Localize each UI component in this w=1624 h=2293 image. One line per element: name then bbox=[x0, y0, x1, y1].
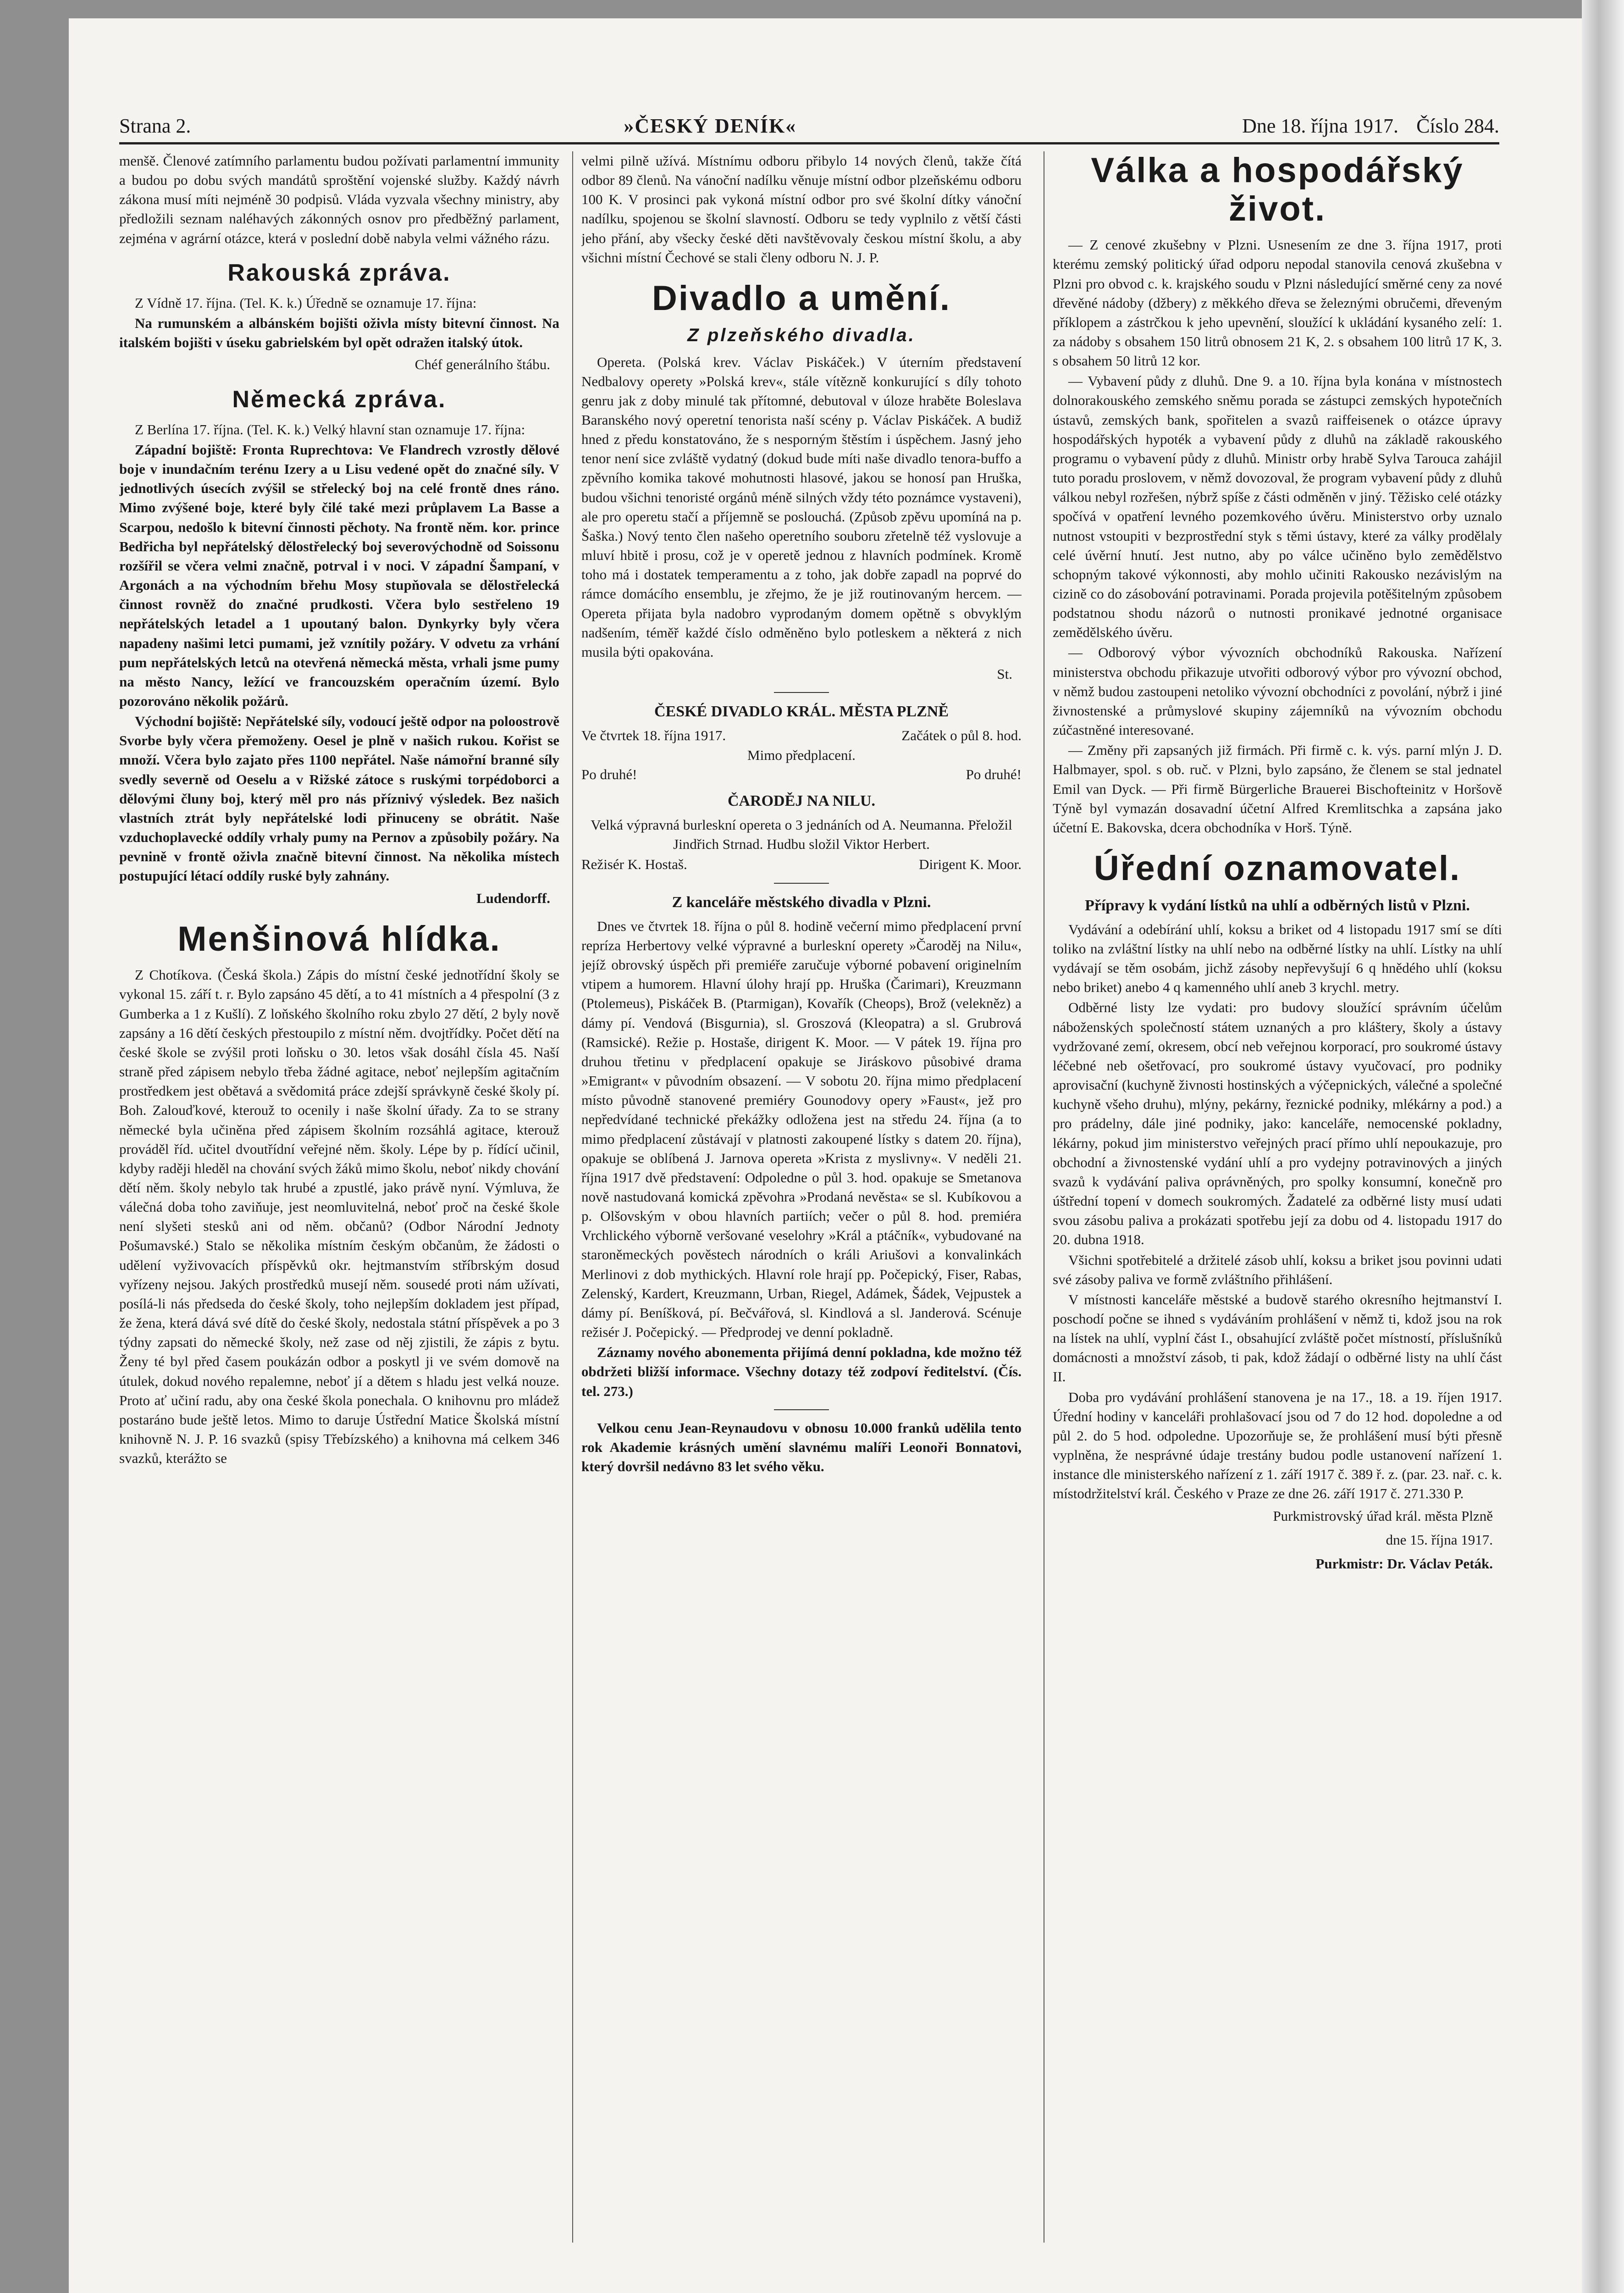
article-text: — Vybavení půdy z dluhů. Dne 9. a 10. října byla konána v místnostech dolnorakouského zemského sněmu porada se zástupci zemských hypotečních ústavů, zemských bank, spořitelen a svazů raiffeisenek o otázce úpravy hospodářských hypoték a vybavení půdy z dluhů na základě rakouského programu o vybavení půdy z dluhů. Ministr orby hrabě Sylva Tarouca zahájil tuto poradu proslovem, v němž dovozoval, že program vybavení půdy z dluhů válkou nebyl rozřešen, nýbrž spíše z části odměněn v jiný. Těžisko celé otázky spočívá v opatření levného pozemkového úvěru. Ministerstvo orby uznalo nutnost vstoupiti v bezprostřední styk s těmi ústavy, které za války prodělaly celé úvěrní hnutí. Jest nutno, aby po válce učiněno bylo zemědělstvo schopným takové výkonnosti, aby mohlo učiniti Rakousko nezávislým na cizině co do zásobování potravinami. Porada projevila potěšitelným způsobem podstatnou shodu názorů o nutnosti pronikavé jednotné organisace zemědělského úvěru. bbox=[1053, 373, 1502, 641]
page-number: Strana 2. bbox=[119, 115, 191, 137]
signature-date: dne 15. října 1917. bbox=[1386, 1531, 1493, 1548]
article-text: Doba pro vydávání prohlášení stanovena je na 17., 18. a 19. říjen 1917. Úřední hodiny v kanceláři prohlašovací jsou od 7 do 12 hod. dopoledne a od půl 2. do 5 hod. odpoledne. Upozorňuje se, že prohlášení musí býti přesně vyplněna, že nesprávné údaje trestány budou podle ustanovení nařízení 1. instance dle ministerského nařízení z 1. září 1917 č. 389 ř. z. (par. 23. nař. c. k. místodržitelství král. Českého v Praze ze dne 26. září 1917 č. 271.330 P. bbox=[1053, 1389, 1502, 1502]
article-text: — Z cenové zkušebny v Plzni. Usnesením ze dne 3. října 1917, proti kterému zemský politický úřad odporu nepodal stanovila cenová zkušebna v Plzni pro obvod c. k. krajského soudu v Plzni následující směrné ceny za nové dřevěné nádoby (džbery) z měkkého dřeva se železnými obručemi, dřeveným příklopem a zástrčkou k jeho upevnění, sloužící k ukládání kysaného zelí: 1. za nádoby s obsahem 150 litrů obnosem 21 K, 2. s obsahem 100 litrů 17 K, 3. s obsahem 50 litrů 12 kor. bbox=[1053, 237, 1502, 369]
article-text: Odběrné listy lze vydati: pro budovy sloužící správním účelům náboženských společností státem uznaných a pro kláštery, školy a ústavy vydržované zemí, okresem, obcí neb veřejnou korporací, pro soukromé ústavy léčebné neb ošetřovací, pro soukromé ústavy vyučovací, pro podniky aprovisační (kuchyně živnosti hostinských a výčepnických, válečné a společné kuchyně všeho druhu), mlýny, pekárny, řeznické podniky, mlékárny a pod.) a pro prádelny, dále jiné podniky, jako: kanceláře, nemocenské pokladny, lékárny, pokud jim ministerstvo veřejných prací přímo uhlí nepoukazuje, pro obchodní a živnostenské vydání uhlí a pro vydejny potravinových a jiných svazů k vydávání paliva oprávněných, pro spolky konsumní, konečně pro úštřední topení v domech soukromých. Žadatelé za odběrné listy musí udati svou zásobu paliva a prokázati spotřebu její za dobu od 4. listopadu 1917 do 20. dubna 1918. bbox=[1053, 999, 1502, 1248]
article-text: Záznamy nového abonementa přijímá denní pokladna, kde možno též obdržeti bližší informace. Všechny dotazy též zodpoví ředitelství. (Čís. tel. 273.) bbox=[581, 1344, 1022, 1399]
newspaper-title: »ČESKÝ DENÍK« bbox=[624, 115, 797, 137]
conductor: Dirigent K. Moor. bbox=[919, 856, 1022, 873]
article-text: — Odborový výbor vývozních obchodníků Rakouska. Nařízení ministerstva obchodu přikazuje utvořiti odborový výbor pro vývozní obchod, v němž budou zastoupeni netoliko vývozní obchodníci z povolání, nýbrž i jiné živnostenské a průmyslové skupiny zájemníků na vývozním obchodu zúčastněné interesované. bbox=[1053, 644, 1502, 738]
divider bbox=[774, 692, 829, 693]
section-heading: Rakouská zpráva. bbox=[227, 259, 451, 286]
article-text: menšě. Členové zatímního parlamentu budou požívati parlamentní immunity a budou po dobu svých mandátů sproštění vojenské služby. Každý návrh zákona musí míti nejméně 30 podpisů. Vláda vyzvala všechny ministry, aby předložili seznam naléhavých zákonných osnov pro předběžný parlament, zejména v agrární otázce, která v poslední době nabyla velmi vážného rázu. bbox=[119, 153, 559, 246]
article-text: Východní bojiště: Nepřátelské síly, vodoucí ještě odpor na poloostrově Svorbe byly včera přemoženy. Oesel je plně v našich rukou. Kořist se množí. Včera bylo zajato přes 1100 nepřátel. Naše námořní branné síly svedly severně od Oeselu a v Rižské zátoce s ruskými torpédoborci a dělovými čluny boj, který měl pro nás příznivý výsledek. Bez našich vlastních ztrát byly nepřátelské lodi přinuceny se obrátit. Naše vzduchoplavecké oddíly vrhaly pumy na Pernov a způsobily požáry. Na pevnině v frontě oživla značně bitevní činnost. Na několika místech postupující létací oddíly ruské byly zahnány. bbox=[119, 713, 559, 884]
signature: St. bbox=[997, 666, 1012, 682]
scan-edge bbox=[1582, 0, 1624, 2293]
article-text: Z Berlína 17. října. (Tel. K. k.) Velký hlavní stan oznamuje 17. října: bbox=[135, 421, 525, 438]
section-heading: Menšinová hlídka. bbox=[177, 919, 501, 958]
divider bbox=[774, 883, 829, 884]
theatre-note: Mimo předplacení. bbox=[747, 747, 856, 763]
section-subheading: Z plzeňského divadla. bbox=[687, 325, 916, 345]
section-subheading: Z kanceláře městského divadla v Plzni. bbox=[672, 893, 931, 911]
signature: Ludendorff. bbox=[476, 890, 550, 906]
column-2 bbox=[581, 151, 1022, 2243]
section-heading: Německá zpráva. bbox=[232, 386, 447, 413]
column-1 bbox=[119, 151, 559, 2243]
section-heading: Úřední oznamovatel. bbox=[1094, 849, 1461, 888]
theatre-date-row bbox=[581, 726, 1022, 745]
play-title: ČARODĚJ NA NILU. bbox=[727, 792, 876, 809]
column-divider bbox=[572, 151, 573, 2243]
masthead bbox=[119, 101, 1499, 144]
section-heading: Válka a hospodářský život. bbox=[1091, 151, 1464, 228]
article-text: velmi pilně užívá. Místnímu odboru přibylo 14 nových členů, takže čítá odbor 89 členů. Na vánoční nadílku věnuje místní odbor plzeňskému odboru 100 K. V prosinci pak vykoná místní odbor pro své školní dítky vánoční nadílku, spojenou se školní slavností. Odboru se tedy vyplnilo z větší části jeho přání, aby všecky české děti navštěvovaly českou místní školu, a aby všichni místní Čechové se stali členy odboru N. J. P. bbox=[581, 153, 1022, 266]
article-text: Všichni spotřebitelé a držitelé zásob uhlí, koksu a briket jsou povinni udati své zásoby paliva ve formě zvláštního přihlášení. bbox=[1053, 1252, 1502, 1287]
theatre-repeat: Po druhé! bbox=[966, 766, 1022, 782]
signature: Purkmistrovský úřad král. města Plzně bbox=[1273, 1507, 1493, 1524]
signature: Chéf generálního štábu. bbox=[414, 356, 550, 373]
theatre-time: Začátek o půl 8. hod. bbox=[901, 727, 1022, 744]
section-subheading: Přípravy k vydání lístků na uhlí a odběrných listů v Plzni. bbox=[1085, 897, 1470, 914]
article-text: Západní bojiště: Fronta Ruprechtova: Ve Flandrech vzrostly dělové boje v inundačním terénu Izery a u Lisu vedené opět do značné síly. V jednotlivých úsecích zvýšil se střelecký boj na celé frontě dnes ráno. Mimo zvýšené boje, které byly čilé také mezi průplavem La Basse a Scarpou, nedošlo k bitevní činnosti pěchoty. Na frontě něm. kor. prince Bedřicha byl nepřátelský dělostřelecký boj severovýchodně od Soissonu rozšířil se včera velmi značně, potrval i v noci. V západní Šampaní, v Argonách a na východním břehu Mosy stupňovala se dělostřelecká činnost rovněž do značné prudkosti. Včera bylo sestřeleno 19 nepřátelských letadel a 1 upoutaný balon. Dynkyrky byly včera napadeny našimi letci pumami, jež vznítily požáry. V odvetu za vrhání pum nepřátelských letců na otevřená německá města, vrhali jsme pumy na město Nancy, ležící ve francouzském operačním území. Bylo pozorováno několik požárů. bbox=[119, 441, 559, 709]
section-heading: Divadlo a umění. bbox=[652, 278, 951, 318]
issue-number: Číslo 284. bbox=[1416, 115, 1499, 137]
article-text: Dnes ve čtvrtek 18. října o půl 8. hodině večerní mimo předplacení první repríza Herbertovy velké výpravné a burleskní operety »Čaroděj na Nilu«, jejíž obrovský úspěch při premiéře zaručuje výborné pobavení originelním vtipem a humorem. Hlavní úlohy hrají pp. Hruška (Čarimari), Kreuzmann (Ptolemeus), Piskáček B. (Ptarmigan), Kovařík (Cheops), Brož (velekněz) a dámy pí. Vendová (Bisgurnia), sl. Groszová (Kleopatra) a sl. Grubrová (Ramsické). Režie p. Hostaše, dirigent K. Moor. — V pátek 19. října pro druhou třetinu v předplacení opakuje se Jiráskovo působivé drama »Emigrant« v původním obsazení. — V sobotu 20. října mimo předplacení místo původně stanovené premiéry Gounodovy opery »Faust«, jež pro nepředvídané technické překážky odložena jest na středu 24. října (a to mimo předplacení zůstávají v platnosti zakoupené lístky s datem 20. října), opakuje se oblíbená J. Jarnova opereta »Krista z myslivny«. V neděli 21. října 1917 dvě představení: Odpoledne o půl 3. hod. opakuje se Smetanova nově nastudovaná komická zpěvohra »Prodaná nevěsta« se sl. Kubíkovou a p. Olšovským v obou hlavních partiích; večer o půl 8. hod. premiéra Vrchlického výborně veršované veselohry »Král a ptáčník«, vybudované na staroněmeckých pověstech národních o králi Ariušovi a konvalinkách Merlinovi z dob mythických. Hlavní role hrají pp. Počepický, Fiser, Rabas, Zelenský, Kardert, Kreuzmann, Urban, Riegel, Adámek, Šádek, Vejpustek a dámy pí. Beníšková, pí. Bečvářová, sl. Kindlová a sl. Janderová. Scénuje režisér J. Počepický. — Předprodej ve denní pokladně. bbox=[581, 918, 1022, 1340]
signature: Purkmistr: Dr. Václav Peták. bbox=[1315, 1555, 1493, 1572]
director: Režisér K. Hostaš. bbox=[581, 856, 687, 873]
article-text: Opereta. (Polská krev. Václav Piskáček.) V úterním představení Nedbalovy operety »Polská krev«, stále vítězně konkurující s díly tohoto genru jak z doby minulé tak přítomné, debutoval v úloze hraběte Boleslava Baranského nový operetní tenorista naší scény p. Václav Piskáček. A budiž hned z předu konstatováno, že s nesporným štěstím i úspěchem. Jasný jeho tenor není sice zvláště vydatný (dokud bude míti naše divadlo tenora-buffo a zpěvního komika takové mohutnosti hlasové, jakou se honosí pan Hruška, budou všichni tenoristé orgánů méně silných vždy této poznámce vystaveni), ale pro operetu stačí a příjemně se poslouchá. (Způsob zpěvu upomíná na p. Šaška.) Nový tento člen našeho operetního souboru zřetelně též vyslovuje a mluví hbitě i prosu, což je v operetě jednou z hlavních podmínek. Kromě toho má i dostatek temperamentu a z toho, jak dobře zapadl na poprvé do rámce domácího ensemblu, je zřejmo, že je již routinovaným hercem. — Opereta přijata byla nadobro vyprodaným domem opětně s obvyklým nadšením, téměř každé číslo odměněno bylo potleskem a některá z nich musila býti opakována. bbox=[581, 354, 1022, 660]
theatre-repeat-row bbox=[581, 765, 1022, 784]
theatre-credits-row bbox=[581, 855, 1022, 874]
article-text: Na rumunském a albánském bojišti oživla místy bitevní činnost. Na italském bojišti v úseku gabrielském byl opět odražen italský útok. bbox=[119, 315, 559, 351]
article-text: Vydávání a odebírání uhlí, koksu a briket od 4 listopadu 1917 smí se díti toliko na zvláštní lístky na uhlí nebo na odběrné lístky na uhlí. Lístky na uhlí vydávají se těm osobám, jichž zásoby nepřevyšují 6 q hnědého uhlí (koksu nebo briket) anebo 4 q kamenného uhlí aneb 3 krychl. metry. bbox=[1053, 921, 1502, 996]
play-description: Velká výpravná burleskní opereta o 3 jednáních od A. Neumanna. Přeložil Jindřich Strnad. Hudbu složil Viktor Herbert. bbox=[591, 817, 1012, 853]
article-text: Z Vídně 17. října. (Tel. K. k.) Úředně se oznamuje 17. října: bbox=[135, 294, 477, 311]
article-text: Velkou cenu Jean-Reynaudovu v obnosu 10.000 franků udělila tento rok Akademie krásných umění slavnému malíři Leonoři Bonnatovi, který dovršil nedávno 83 let svého věku. bbox=[581, 1419, 1022, 1475]
article-text: — Změny při zapsaných již firmách. Při firmě c. k. výs. parní mlýn J. D. Halbmayer, spol. s ob. ruč. v Plzni, bylo zapsáno, že členem se stal jednatel Emil van Dyck. — Při firmě Bürgerliche Brauerei Bischofteinitz v Horšově Týně byl vymazán dosavadní účetní Alfred Kremlitschka a zapsána jako účetní E. Bakovska, dcera obchodníka v Horš. Týně. bbox=[1053, 742, 1502, 836]
issue-info bbox=[1229, 114, 1499, 138]
theatre-date: Ve čtvrtek 18. října 1917. bbox=[581, 727, 726, 744]
article-text: V místnosti kanceláře městské a budově starého okresního hejtmanství I. poschodí počne se ihned s vydáváním prohlášení v němž ti, kdož jsou na rok na lístek na uhlí, vyplní část I., obsahující zvláště počet místností, příslušníků domácnosti a množství zásob, ti pak, kdož žádají o odběrné listy na uhlí část II. bbox=[1053, 1291, 1502, 1385]
divider bbox=[774, 1409, 829, 1410]
theatre-heading: ČESKÉ DIVADLO KRÁL. MĚSTA PLZNĚ bbox=[654, 703, 949, 720]
theatre-repeat: Po druhé! bbox=[581, 766, 637, 782]
article-text: Z Chotíkova. (Česká škola.) Zápis do místní české jednotřídní školy se vykonal 15. září t. r. Bylo zapsáno 45 dětí, a to 41 místních a 4 přespolní (3 z Gumberka a 1 z Kušlí). Z loňského školního roku zbylo 27 dětí, 2 byly nově zapsány a 16 dětí českých přestoupilo z místní něm. dvojtřídky. Počet dětí na české škole se zvýšil proti loňsku o 30. letos však dosáhl čísla 45. Naší straně před zápisem nebylo třeba žádné agitace, neboť nejlepším agitačním prostředkem jest obětavá a svědomitá práce zdejší správkyně české školy pí. Boh. Zalouďkové, kterouž to ocenily i naše školní úřady. Za to se strany německé byla učiněna před zápisem školním rozsáhlá agitace, kterouž prováděl říd. učitel dvoutřídní veřejné něm. školy. Lépe by p. řídící učinil, kdyby raději hleděl na chování svých žáků mimo školu, neboť nikdy chování dětí něm. školy nebylo tak hrubé a zpustlé, jako právě nyní. Výmluva, že válečná doba toho zaviňuje, jest neomluvitelná, neboť proč na české škole není slyšeti stesků ani od něm. občanů? (Odbor Národní Jednoty Pošumavské.) Stalo se několika místním českým občanům, že žádosti o udělení vyživovacích příspěvků okr. hejtmanstvím stříbrským dosud vyřízeny nejsou. Jakých prostředků musejí něm. sousedé proti nám užívati, posílá-li nás předseda do české školy, toho nejlepším dokladem jest případ, že žena, která dává své dítě do české školy, nedostala státní příspěvek a po 3 týdny zapsati do německé školy, než zase od něj zjistili, že zápis z bytu. Ženy té byl před časem poukázán odbor a poskytl ji ve svém domově na útulek, dokud nového repalemne, neboť jí a dětem s hladu jest velká nouze. Proto ať učiní radu, aby ona české škola ponechala. O knihovnu pro mládež postaráno bude ještě letos. Mimo to daruje Ústřední Matice Školská místní knihovně N. J. P. 16 svazků (spisy Třebízského) a knihovna má celkem 346 svazků, kterážto se bbox=[119, 967, 559, 1467]
issue-date: Dne 18. října 1917. bbox=[1242, 115, 1399, 137]
column-3 bbox=[1053, 151, 1502, 2243]
